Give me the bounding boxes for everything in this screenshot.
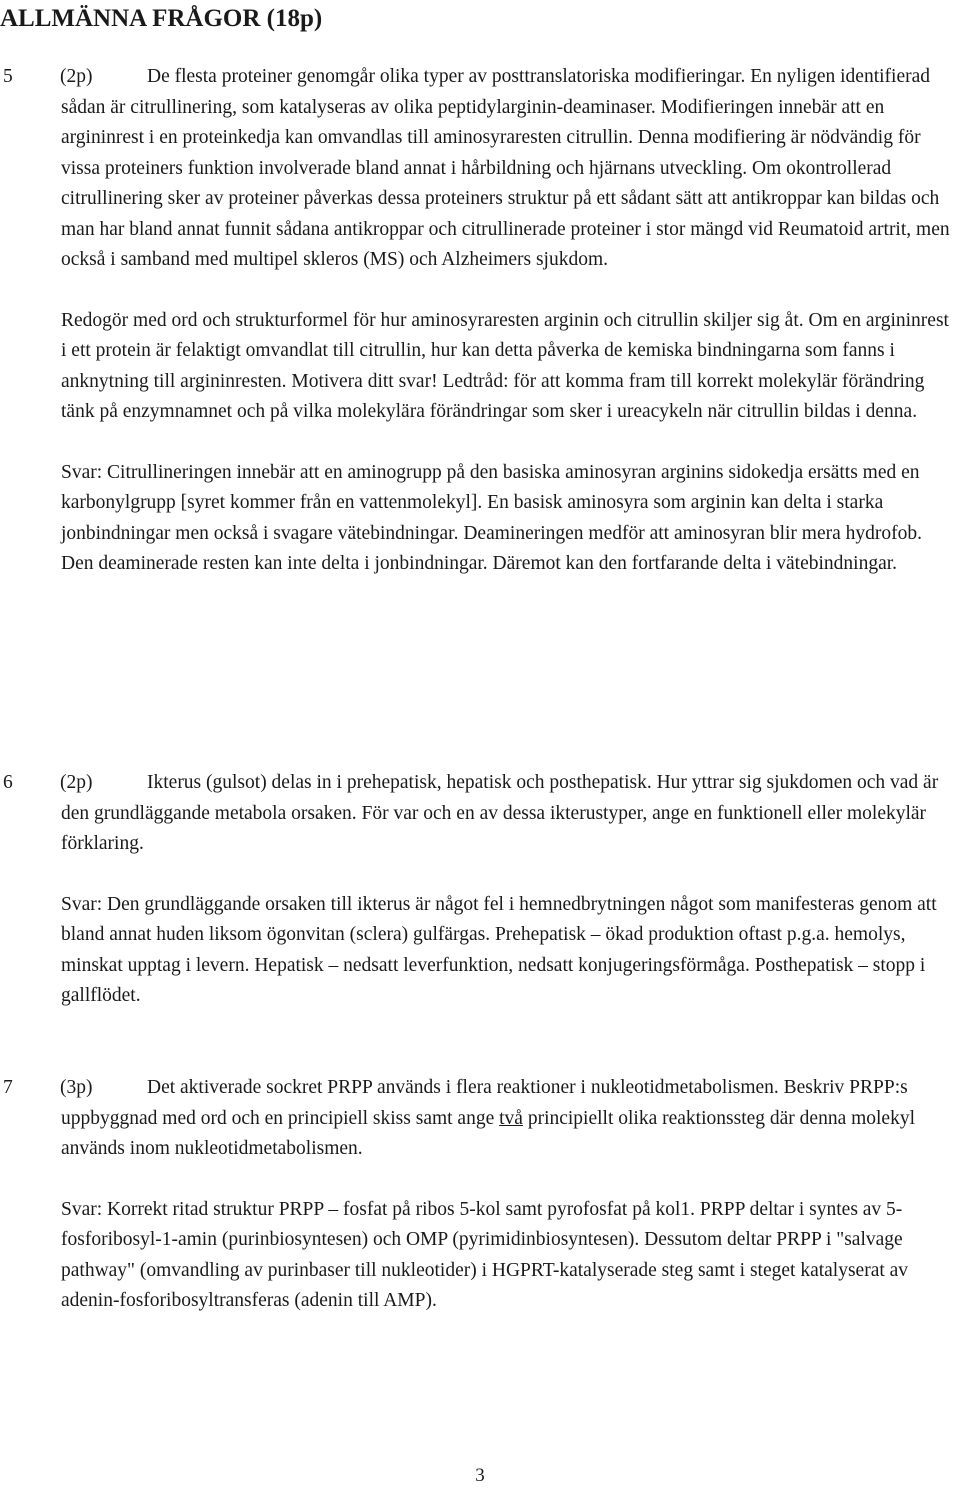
- intro-text-before: Det aktiverade sockret PRPP används i flera reaktioner i nukleotidmetabolismen. Beskriv PRPP:s uppbyggnad med ord och en principiell skiss samt ange: [61, 1077, 908, 1129]
- question-number: 7: [3, 1077, 13, 1098]
- question-points: (2p): [60, 66, 93, 87]
- answer-label: Svar: [61, 1198, 97, 1220]
- question-number: 5: [3, 66, 13, 87]
- spacer: [3, 1165, 958, 1195]
- answer-paragraph: [61, 458, 958, 580]
- answer-label: Svar: [61, 893, 97, 915]
- question-5: [3, 62, 958, 580]
- answer-text: : Citrullineringen innebär att en aminogrupp på den basiska aminosyran arginins sidokedja ersätts med en karbonylgrupp [syret kommer från en vattenmolekyl]. En basisk aminosyra som arginin kan delta i starka jonbindningar men också i svagare vätebindningar. Deamineringen medför att aminosyran blir mera hydrofob. Den deaminerade resten kan inte delta i jonbindningar. Däremot kan den fortfarande delta i vätebindningar.: [61, 461, 922, 574]
- question-6: [3, 768, 958, 1012]
- answer-paragraph: [61, 1195, 958, 1317]
- question-7: [3, 1073, 958, 1317]
- spacer: [3, 276, 958, 306]
- page-number: 3: [475, 1465, 485, 1486]
- question-intro: [61, 1073, 958, 1165]
- answer-paragraph: [61, 890, 958, 1012]
- answer-text: : Korrekt ritad struktur PRPP – fosfat på ribos 5-kol samt pyrofosfat på kol1. PRPP deltar i syntes av 5-fosforibosyl-1-amin (purinbiosyntesen) och OMP (pyrimidinbiosyntesen). Dessutom deltar PRPP i "salvage pathway" (omvandling av purinbaser till nukleotider) i HGPRT-katalyserade steg samt i steget katalyserat av adenin-fosforibosyltransferas (adenin till AMP).: [61, 1198, 909, 1311]
- spacer: [3, 428, 958, 458]
- intro-underlined-word: två: [499, 1107, 523, 1129]
- question-points: (3p): [60, 1077, 93, 1098]
- spacer: [3, 860, 958, 890]
- intro-text-after: principiellt olika reaktionssteg där denna molekyl används inom nukleotidmetabolismen.: [61, 1107, 916, 1159]
- section-heading: ALLMÄNNA FRÅGOR (18p): [0, 5, 323, 32]
- question-task: Redogör med ord och strukturformel för hur aminosyraresten arginin och citrullin skiljer sig åt. Om en argininrest i ett protein är felaktigt omvandlat till citrullin, hur kan detta påverka de kemiska bindningarna som fanns i anknytning till argininresten. Motivera ditt svar! Ledtråd: för att komma fram till korrekt molekylär förändring tänk på enzymnamnet och på vilka molekylära förändringar som sker i ureacykeln när citrullin bildas i denna.: [61, 309, 949, 422]
- question-points: (2p): [60, 772, 93, 793]
- answer-text: : Den grundläggande orsaken till ikterus är något fel i hemnedbrytningen något som manifesteras genom att bland annat huden liksom ögonvitan (sclera) gulfärgas. Prehepatisk – ökad produktion oftast p.g.a. hemolys, minskat upptag i levern. Hepatisk – nedsatt leverfunktion, nedsatt konjugeringsförmåga. Posthepatisk – stopp i gallflödet.: [61, 893, 937, 1006]
- answer-label: Svar: [61, 461, 97, 483]
- question-intro: De flesta proteiner genomgår olika typer av posttranslatoriska modifieringar. En nyligen identifierad sådan är citrullinering, som katalyseras av olika peptidylarginin-deaminaser. Modifieringen innebär att en argininrest i en proteinkedja kan omvandlas till aminosyraresten citrullin. Denna modifiering är nödvändig för vissa proteiners funktion involverade bland annat i hårbildning och hjärnans utveckling. Om okontrollerad citrullinering sker av proteiner påverkas dessa proteiners struktur på ett sådant sätt att antikroppar kan bildas och man har bland annat funnit sådana antikroppar och citrullinerade proteiner i stor mängd vid Reumatoid artrit, men också i samband med multipel skleros (MS) och Alzheimers sjukdom.: [61, 66, 950, 270]
- question-intro: Ikterus (gulsot) delas in i prehepatisk, hepatisk och posthepatisk. Hur yttrar sig sjukdomen och vad är den grundläggande metabola orsaken. För var och en av dessa ikterustyper, ange en funktionell eller molekylär förklaring.: [61, 772, 939, 854]
- question-number: 6: [3, 772, 13, 793]
